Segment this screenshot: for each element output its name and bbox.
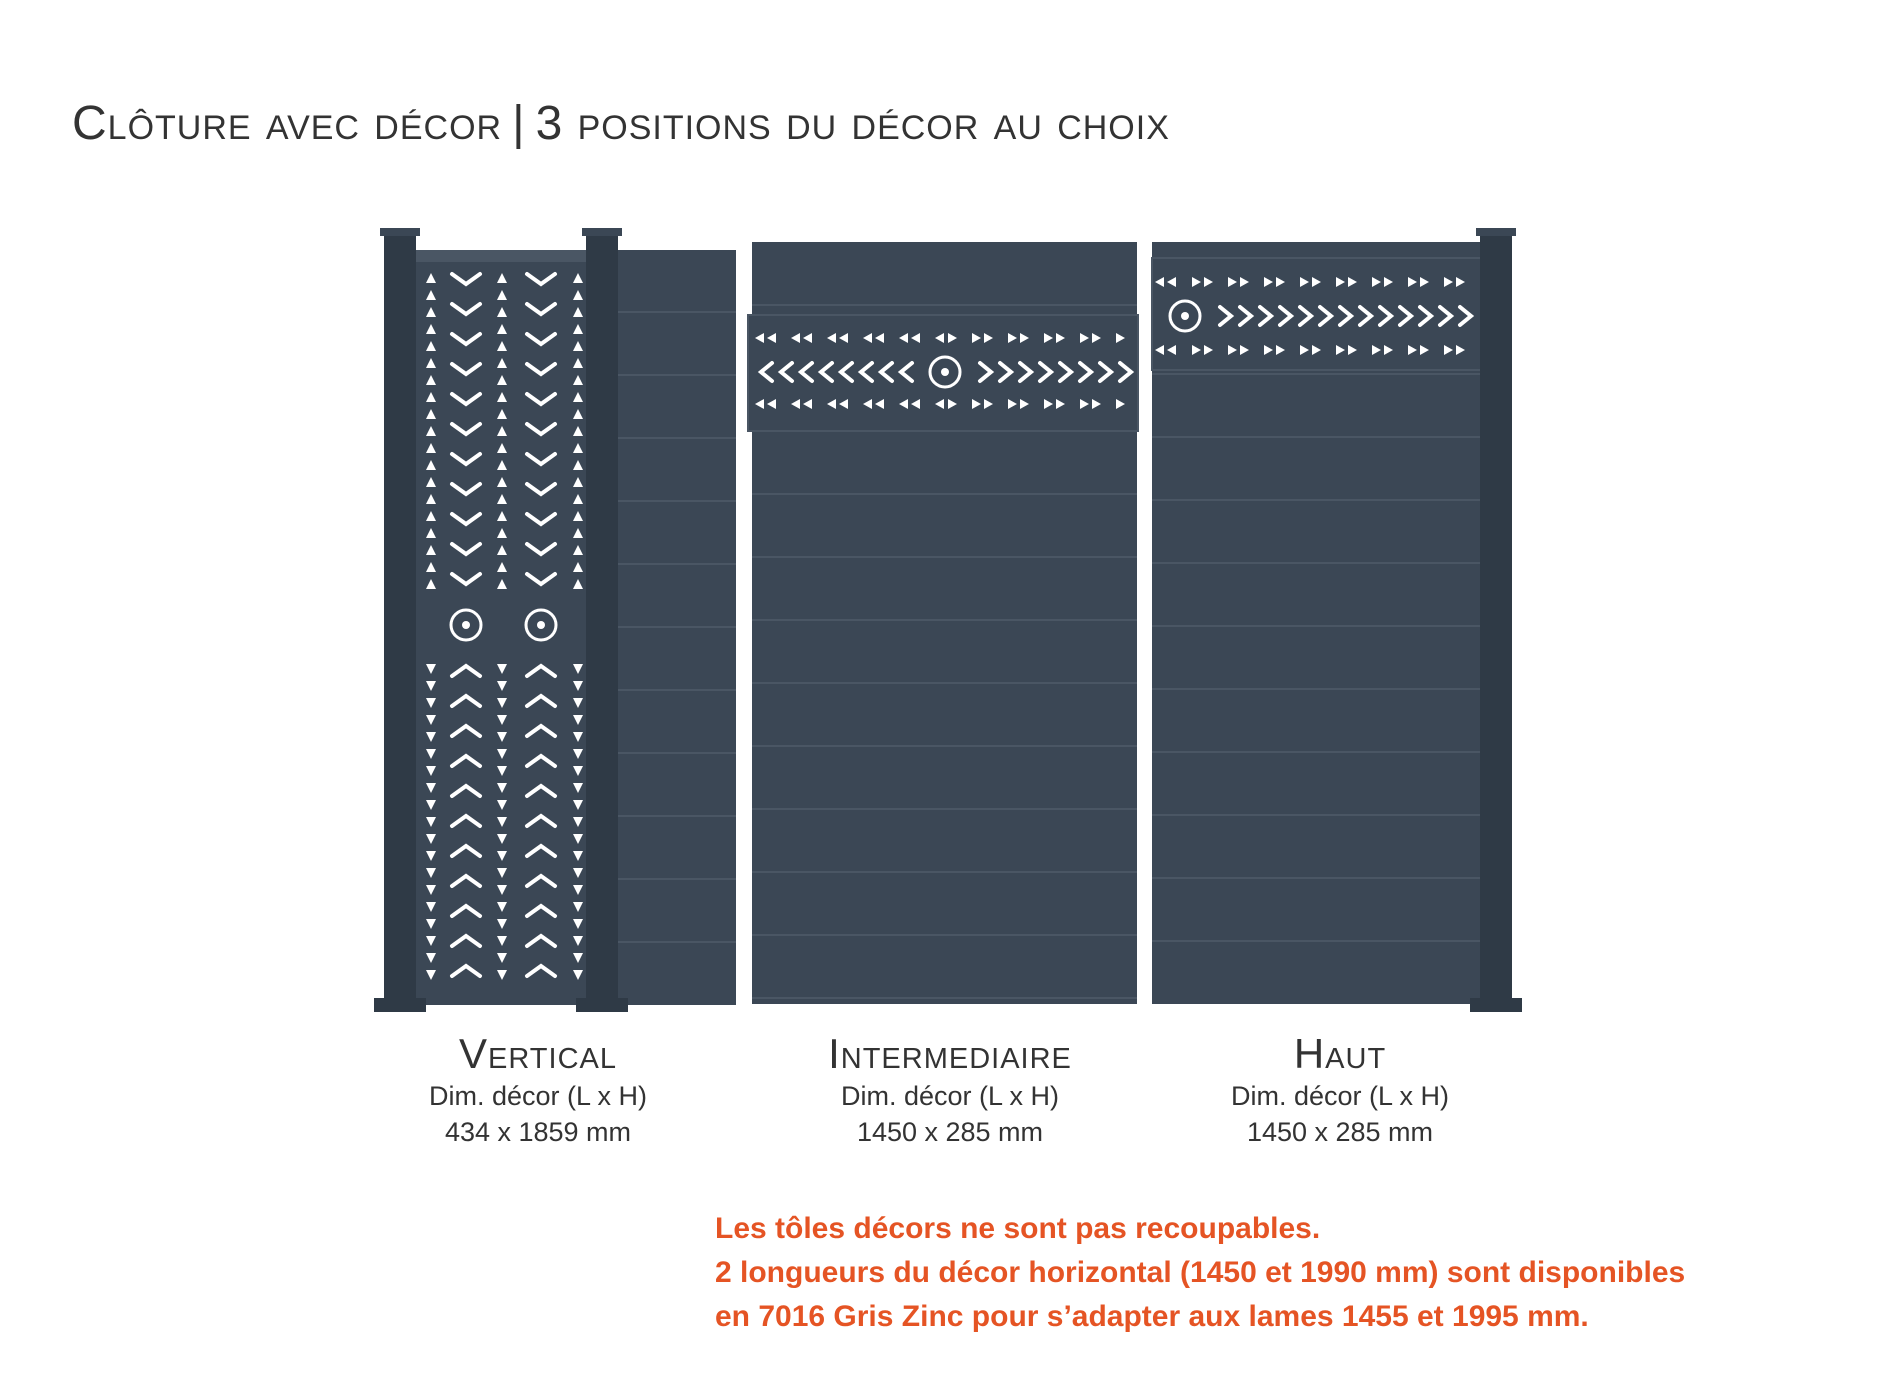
note-line-3: en 7016 Gris Zinc pour s’adapter aux lames 1455 et 1995 mm. [715, 1300, 1589, 1333]
caption-vertical-name: Vertical [459, 1030, 617, 1077]
post-left [384, 232, 416, 1007]
eye-dot-motif [941, 368, 949, 376]
post-right-cap [1476, 228, 1516, 236]
post-left-cap [380, 228, 420, 236]
title-main: Clôture avec décor [72, 97, 503, 150]
note-line-1: Les tôles décors ne sont pas recoupables. [715, 1212, 1321, 1245]
note-line-2: 2 longueurs du décor horizontal (1450 et 1990 mm) sont disponibles [715, 1256, 1686, 1289]
post-middle [586, 232, 618, 1007]
eye-dot-motif [1181, 312, 1189, 320]
caption-haut-dim-label: Dim. décor (L x H) [1230, 1081, 1450, 1111]
caption-haut-dim-value: 1450 x 285 mm [1246, 1117, 1434, 1147]
post-middle-base [576, 998, 628, 1012]
post-left-base [374, 998, 426, 1012]
caption-vertical-dim-label: Dim. décor (L x H) [428, 1081, 648, 1111]
eye-dot-motif [462, 621, 470, 629]
eye-dot-motif [537, 621, 545, 629]
post-right-base [1470, 998, 1522, 1012]
caption-intermediaire-dim-value: 1450 x 285 mm [856, 1117, 1044, 1147]
title-separator: | [512, 97, 526, 150]
post-right [1480, 232, 1512, 1007]
haut-decor-band [1152, 258, 1482, 370]
title-sub: 3 positions du décor au choix [535, 97, 1170, 150]
panel-haut [1152, 228, 1522, 1012]
vertical-top-rail [415, 250, 590, 262]
caption-haut-name: Haut [1293, 1030, 1387, 1077]
caption-intermediaire-name: Intermediaire [828, 1030, 1072, 1077]
caption-vertical-dim-value: 434 x 1859 mm [444, 1117, 632, 1147]
panel-intermediaire [748, 242, 1138, 1004]
post-middle-cap [582, 228, 622, 236]
caption-intermediaire [780, 1030, 1120, 1150]
availability-note [715, 1207, 1685, 1339]
caption-haut [1170, 1030, 1510, 1150]
caption-intermediaire-dim-label: Dim. décor (L x H) [840, 1081, 1060, 1111]
panel-vertical [374, 228, 736, 1012]
caption-vertical [368, 1030, 708, 1150]
